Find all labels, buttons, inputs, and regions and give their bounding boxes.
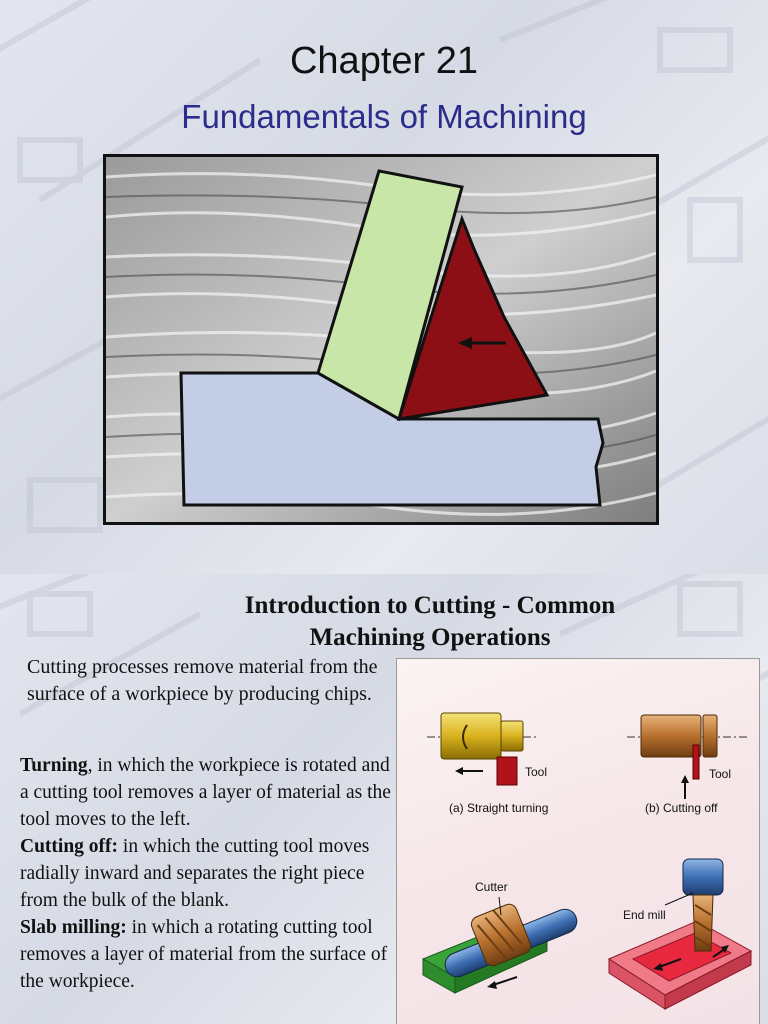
- feed-arrow-c: [487, 977, 517, 989]
- operation-term: Turning: [20, 755, 88, 776]
- chapter-title: Chapter 21: [289, 40, 478, 82]
- workpiece-a: [441, 713, 501, 759]
- feed-arrow-b: [681, 775, 689, 799]
- operation-description: in which a rotating cutting tool removes a layer of material from the surface of the workpiece.: [20, 917, 388, 992]
- tool-label-a: Tool: [525, 765, 548, 779]
- straight-turning-diagram: [427, 713, 548, 815]
- tool-label-b: Tool: [709, 767, 732, 781]
- operation-cutting-off: [20, 833, 392, 914]
- chapter-subtitle: Fundamentals of Machining: [181, 98, 587, 135]
- end-mill-shank: [683, 859, 723, 895]
- tool-b: [693, 745, 699, 779]
- cutter-label: Cutter: [475, 880, 508, 894]
- tool-a: [497, 757, 517, 785]
- feed-arrow-a: [455, 767, 483, 775]
- operation-slab-milling: [20, 914, 392, 995]
- caption-a: (a) Straight turning: [449, 801, 549, 815]
- operation-term: Cutting off:: [20, 836, 119, 857]
- end-mill-label: End mill: [623, 908, 666, 922]
- slide-2: [0, 574, 768, 1024]
- operation-turning: [20, 752, 392, 833]
- workpiece-b: [641, 715, 701, 757]
- machining-operations-figure: [396, 658, 760, 1024]
- operation-description: in which the cutting tool moves radially inward and separates the right piece from the bulk of the blank.: [20, 836, 370, 911]
- cutting-off-diagram: [627, 715, 749, 815]
- slide-title: Introduction to Cutting - Common Machining Operations: [244, 592, 616, 651]
- intro-paragraph: Cutting processes remove material from the surface of a workpiece by producing chips.: [27, 656, 378, 705]
- operation-term: Slab milling:: [20, 917, 127, 938]
- caption-b: (b) Cutting off: [645, 801, 718, 815]
- slab-milling-diagram: [423, 880, 580, 993]
- operation-description: , in which the workpiece is rotated and a cutting tool removes a layer of material as the tool moves to the left.: [20, 755, 391, 830]
- end-milling-diagram: [609, 859, 751, 1009]
- operations-list: [20, 752, 392, 995]
- chip-formation-illustration: [103, 154, 659, 525]
